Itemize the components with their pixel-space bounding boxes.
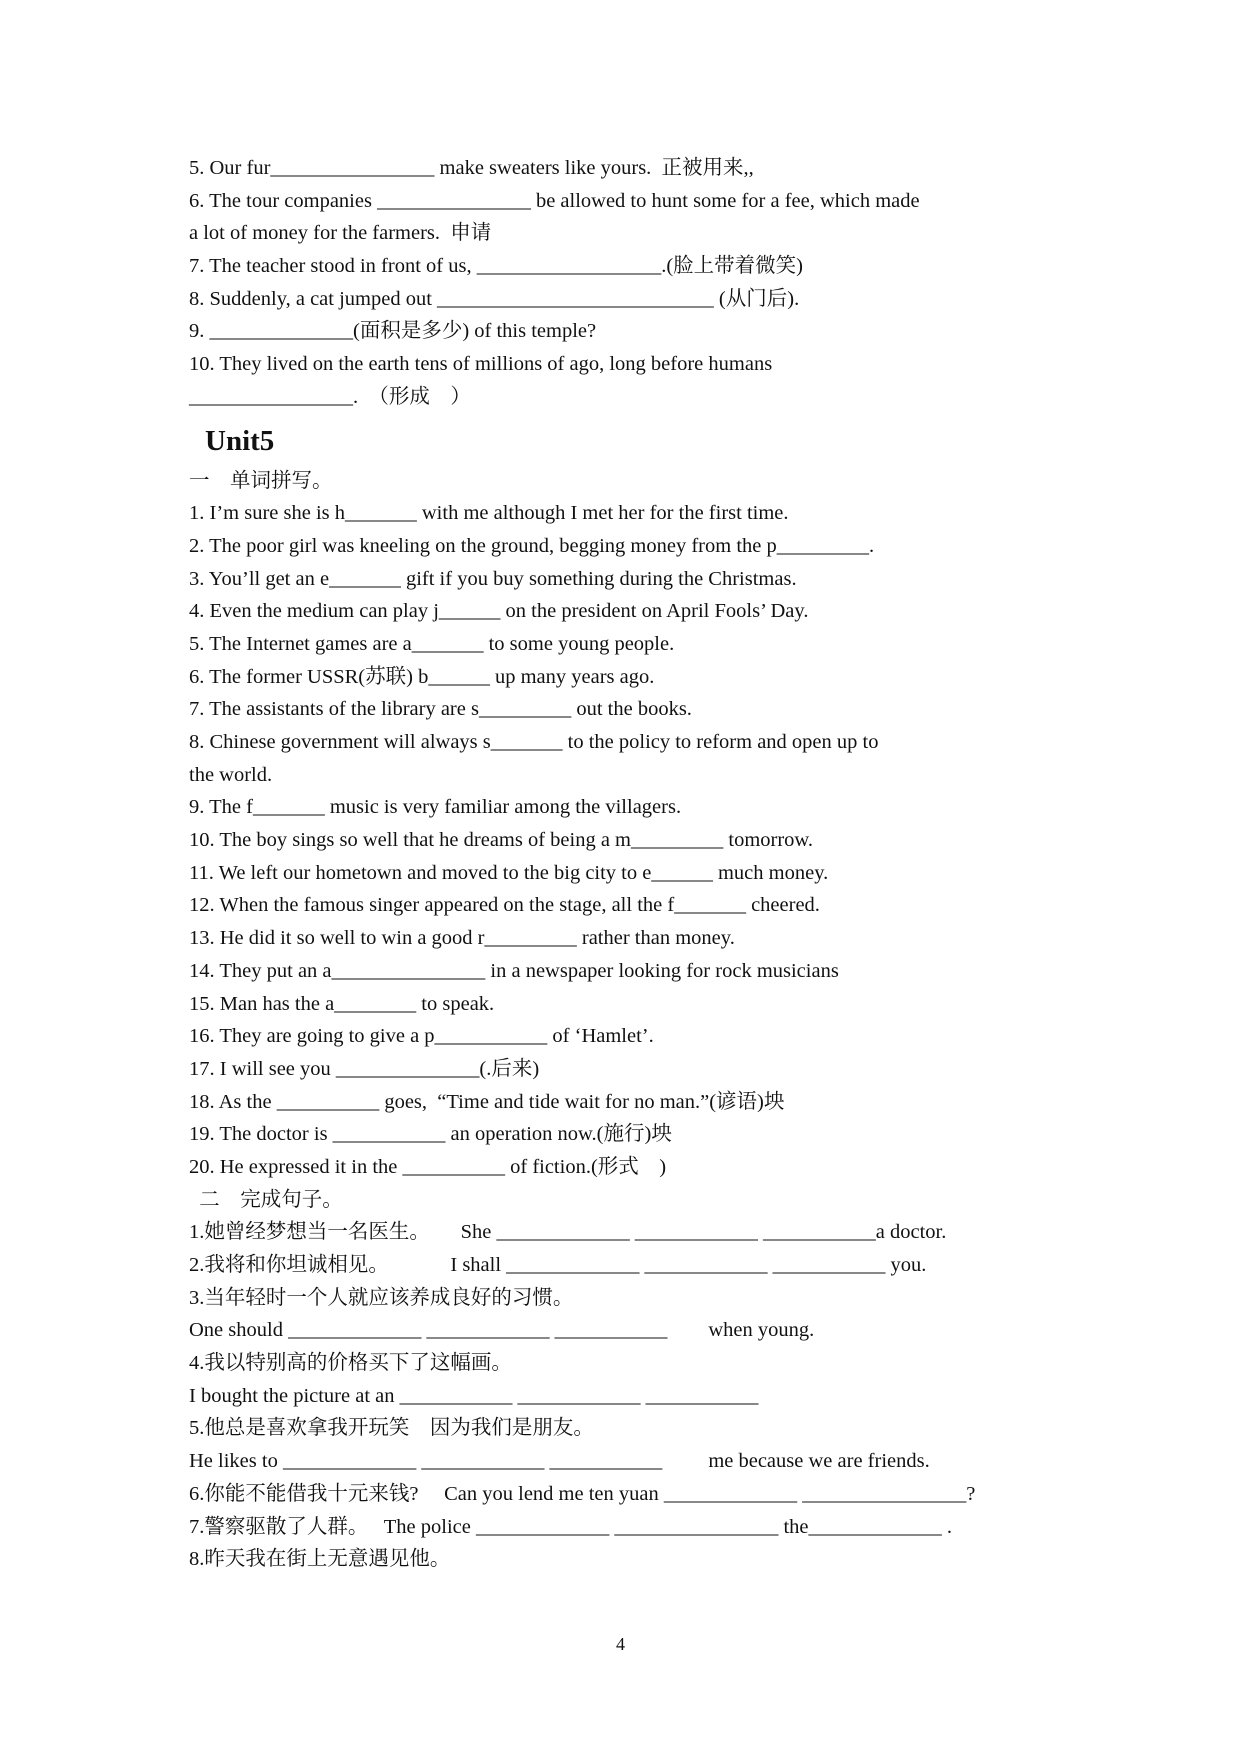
- spelling-item: 9. The f_______ music is very familiar among the villagers.: [189, 796, 682, 819]
- spelling-item: 5. The Internet games are a_______ to some young people.: [189, 632, 675, 655]
- spelling-item: 10. The boy sings so well that he dreams of being a m_________ tomorrow.: [189, 829, 814, 852]
- completion-line: 3.当年轻时一个人就应该养成良好的习惯。: [189, 1286, 574, 1309]
- page-number: 4: [616, 1634, 625, 1654]
- completion-line: 2.我将和你坦诚相见。 I shall _____________ ____________ ___________ you.: [189, 1254, 927, 1276]
- spelling-item: 7. The assistants of the library are s_________ out the books.: [189, 698, 692, 721]
- completion-line: One should _____________ ____________ ___________ when young.: [189, 1319, 815, 1342]
- spelling-item: 12. When the famous singer appeared on the stage, all the f_______ cheered.: [189, 894, 820, 917]
- spelling-item: the world.: [189, 763, 273, 786]
- spelling-item: 15. Man has the a________ to speak.: [189, 992, 495, 1015]
- spelling-item: 13. He did it so well to win a good r_________ rather than money.: [189, 927, 735, 950]
- spelling-item: 8. Chinese government will always s_______ to the policy to reform and open up to: [189, 731, 879, 753]
- top-exercise: [189, 152, 1089, 414]
- top-line: 8. Suddenly, a cat jumped out ___________________________ (从门后).: [189, 287, 800, 310]
- spelling-item: 19. The doctor is ___________ an operation now.(施行)坱: [189, 1123, 672, 1146]
- worksheet-content: [189, 152, 1089, 1576]
- spelling-item: 17. I will see you ______________(.后来): [189, 1057, 540, 1080]
- top-line: 10. They lived on the earth tens of millions of ago, long before humans: [189, 353, 773, 376]
- spelling-item: 11. We left our hometown and moved to the big city to e______ much money.: [189, 861, 829, 884]
- completion-line: 7.警察驱散了人群。 The police _____________ ________________ the_____________ .: [189, 1515, 953, 1538]
- top-line: ________________. （形成 ）: [189, 385, 471, 408]
- completion-line: I bought the picture at an ___________ ____________ ___________: [189, 1384, 759, 1407]
- completion-line: 1.她曾经梦想当一名医生。 She _____________ ____________ ___________a doctor.: [189, 1221, 947, 1244]
- completion-line: 4.我以特别高的价格买下了这幅画。: [189, 1352, 512, 1375]
- unit-title: Unit5: [205, 424, 275, 457]
- sentence-completion-section: [189, 1184, 1089, 1576]
- spelling-item: 4. Even the medium can play j______ on the president on April Fools’ Day.: [189, 600, 809, 623]
- completion-line: He likes to _____________ ____________ ___________ me because we are friends.: [189, 1450, 930, 1473]
- spelling-item: 18. As the __________ goes, “Time and tide wait for no man.”(谚语)坱: [189, 1090, 785, 1113]
- spelling-item: 16. They are going to give a p___________ of ‘Hamlet’.: [189, 1025, 654, 1048]
- spelling-item: 2. The poor girl was kneeling on the ground, begging money from the p_________.: [189, 534, 875, 557]
- completion-heading: 二 完成句子。: [189, 1188, 343, 1211]
- spelling-item: 1. I’m sure she is h_______ with me although I met her for the first time.: [189, 502, 789, 525]
- completion-line: 5.他总是喜欢拿我开玩笑 因为我们是朋友。: [189, 1417, 594, 1440]
- completion-line: 8.昨天我在街上无意遇见他。: [189, 1548, 451, 1571]
- top-line: 7. The teacher stood in front of us, __________________.(脸上带着微笑): [189, 255, 803, 278]
- spelling-item: 6. The former USSR(苏联) b______ up many years ago.: [189, 665, 655, 688]
- spelling-item: 3. You’ll get an e_______ gift if you buy something during the Christmas.: [189, 567, 797, 590]
- top-line: a lot of money for the farmers. 申请: [189, 222, 492, 245]
- top-line: 9. ______________(面积是多少) of this temple?: [189, 320, 597, 343]
- spelling-item: 14. They put an a_______________ in a newspaper looking for rock musicians: [189, 959, 839, 982]
- spelling-item: 20. He expressed it in the __________ of fiction.(形式 ): [189, 1155, 667, 1178]
- spelling-heading: 一 单词拼写。: [189, 469, 333, 492]
- top-line: 5. Our fur________________ make sweaters like yours. 正被用来,,: [189, 157, 754, 179]
- completion-line: 6.你能不能借我十元来钱? Can you lend me ten yuan _____________ ________________?: [189, 1482, 976, 1505]
- spelling-section: [189, 465, 1089, 1184]
- top-line: 6. The tour companies _______________ be allowed to hunt some for a fee, which made: [189, 189, 920, 212]
